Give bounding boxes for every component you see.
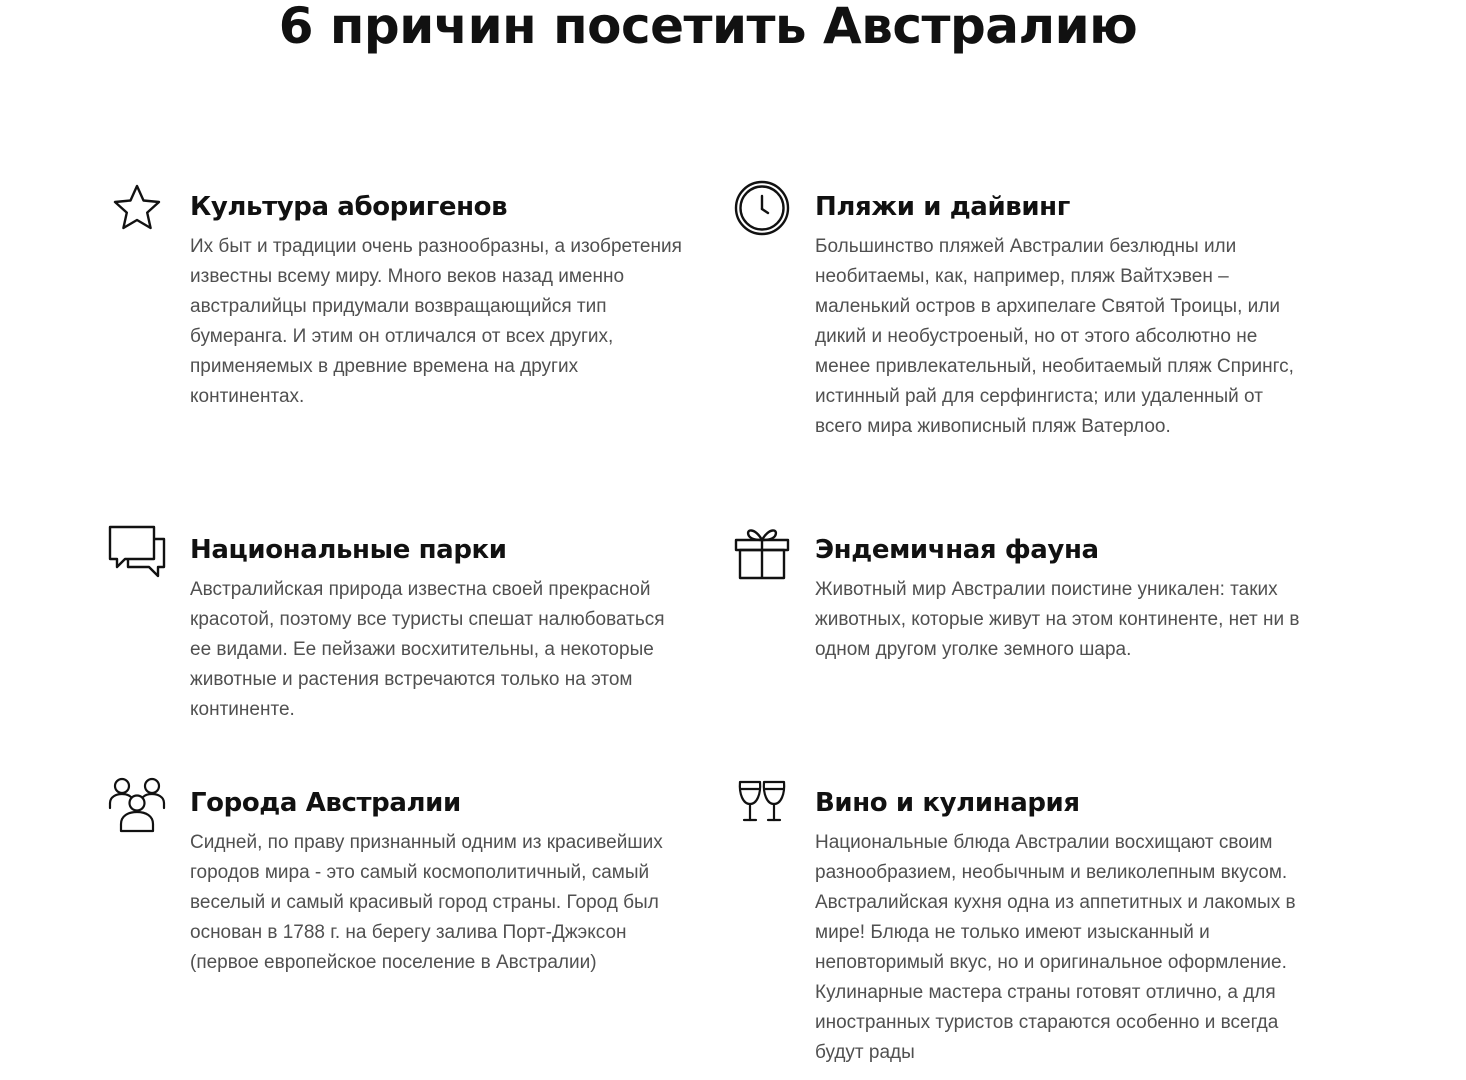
reason-wine-cuisine — [815, 788, 1315, 1068]
reason-cities — [190, 788, 690, 978]
reason-beaches-diving — [815, 192, 1315, 442]
reason-aboriginal-culture — [190, 192, 690, 412]
people-group-icon — [108, 776, 166, 834]
reason-title: Национальные парки — [190, 535, 507, 565]
clock-icon — [733, 180, 791, 238]
reason-text: Большинство пляжей Австралии безлюдны или необитаемы, как, например, пляж Вайтхэвен – маленький остров в архипелаге Святой Троицы, или дикий и необустроеный, но от этого абсолютно не менее привлекательный, необитаемый пляж Спрингс, истинный рай для серфингиста; или удаленный от всего мира живописный пляж Ватерлоо. — [815, 236, 1294, 437]
reason-title: Культура аборигенов — [190, 192, 508, 222]
page-title: 6 причин посетить Австралию — [278, 0, 1138, 55]
reason-title: Пляжи и дайвинг — [815, 192, 1070, 222]
reason-text: Сидней, по праву признанный одним из красивейших городов мира - это самый космополитичный, самый веселый и самый красивый город страны. Город был основан в 1788 г. на берегу залива Порт-Джэксон (первое европейское поселение в Австралии) — [190, 832, 663, 973]
gift-icon — [733, 523, 791, 581]
reason-title: Города Австралии — [190, 788, 461, 818]
star-icon — [108, 180, 166, 238]
reason-text: Животный мир Австралии поистине уникален: таких животных, которые живут на этом континенте, нет ни в одном другом уголке земного шара. — [815, 579, 1300, 660]
reason-text: Национальные блюда Австралии восхищают своим разнообразием, необычным и великолепным вкусом. Австралийская кухня одна из аппетитных и лакомых в мире! Блюда не только имеют изысканный и неповторимый вкус, но и оригинальное оформление. Кулинарные мастера страны готовят отлично, а для иностранных туристов стараются особенно и всегда будут рады — [815, 832, 1296, 1063]
reason-national-parks — [190, 535, 690, 725]
reason-endemic-fauna — [815, 535, 1315, 665]
reason-title: Вино и кулинария — [815, 788, 1080, 818]
reason-title: Эндемичная фауна — [815, 535, 1099, 565]
wine-glasses-icon — [733, 776, 791, 834]
reason-text: Их быт и традиции очень разнообразны, а изобретения известны всему миру. Много веков назад именно австралийцы придумали возвращающийся тип бумеранга. И этим он отличался от всех других, применяемых в древние времена на других континентах. — [190, 236, 682, 407]
reason-text: Австралийская природа известна своей прекрасной красотой, поэтому все туристы спешат налюбоваться ее видами. Ее пейзажи восхитительны, а некоторые животные и растения встречаются только на этом континенте. — [190, 579, 665, 720]
chat-bubbles-icon — [108, 523, 166, 581]
